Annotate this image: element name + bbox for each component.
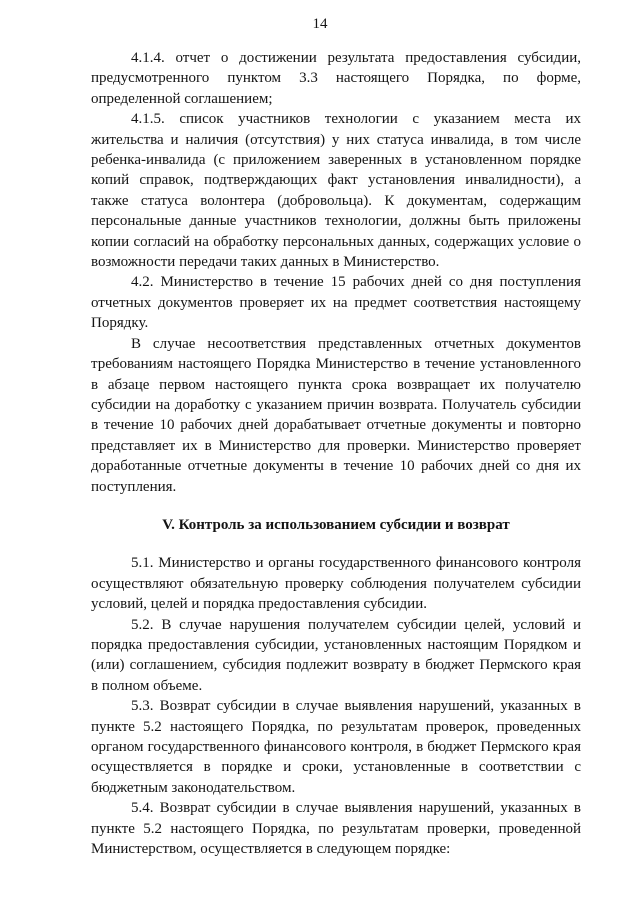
paragraph-5-1: 5.1. Министерство и органы государственного финансового контроля осуществляют обязательную проверку соблюдения получателем субсидии условий, целей и порядка предоставления субсидии.	[91, 555, 581, 613]
paragraph-5-2: 5.2. В случае нарушения получателем субсидии целей, условий и порядка предоставления субсидии, установленных настоящим Порядком и (или) соглашением, субсидия подлежит возврату в бюджет Пермского края в полном объеме.	[91, 616, 581, 694]
paragraph-4-1-4: 4.1.4. отчет о достижении результата предоставления субсидии, предусмотренного пунктом 3.3 настоящего Порядка, по форме, определенной соглашением;	[91, 50, 581, 107]
page-number: 14	[312, 16, 328, 32]
paragraph-4-1-5: 4.1.5. список участников технологии с указанием места их жительства и наличия (отсутствия) у них статуса инвалида, в том числе ребенка-инвалида (с приложением заверенных в установленном порядке копий справок, подтверждающих факт установления инвалидности), а также статуса волонтера (добровольца). К документам, содержащим персональные данные участников технологии, должны быть приложены копии согласий на обработку персональных данных, содержащих условие о возможности передачи таких данных в Министерство.	[91, 111, 581, 271]
document-body	[91, 48, 581, 859]
paragraph-4-2: 4.2. Министерство в течение 15 рабочих дней со дня поступления отчетных документов проверяет их на предмет соответствия настоящему Порядку.	[91, 274, 581, 332]
paragraph-5-3: 5.3. Возврат субсидии в случае выявления нарушений, указанных в пункте 5.2 настоящего Порядка, по результатам проверок, проведенных органом государственного финансового контроля, в бюджет Пермского края осуществляется в порядке и сроки, установленные в соответствии с бюджетным законодательством.	[91, 698, 581, 796]
section-heading: V. Контроль за использованием субсидии и возврат	[162, 516, 510, 533]
paragraph-5-4: 5.4. Возврат субсидии в случае выявления нарушений, указанных в пункте 5.2 настоящего Порядка, по результатам проверки, проведенной Министерством, осуществляется в следующем порядке:	[91, 800, 581, 858]
paragraph-4-2-return: В случае несоответствия представленных отчетных документов требованиям настоящего Порядка Министерство в течение установленного в абзаце первом настоящего пункта срока возвращает их получателю субсидии на доработку с указанием причин возврата. Получатель субсидии в течение 10 рабочих дней дорабатывает отчетные документы и повторно представляет их в Министерство для проверки. Министерство проверяет доработанные отчетные документы в течение 10 рабочих дней со дня их поступления.	[91, 335, 581, 495]
